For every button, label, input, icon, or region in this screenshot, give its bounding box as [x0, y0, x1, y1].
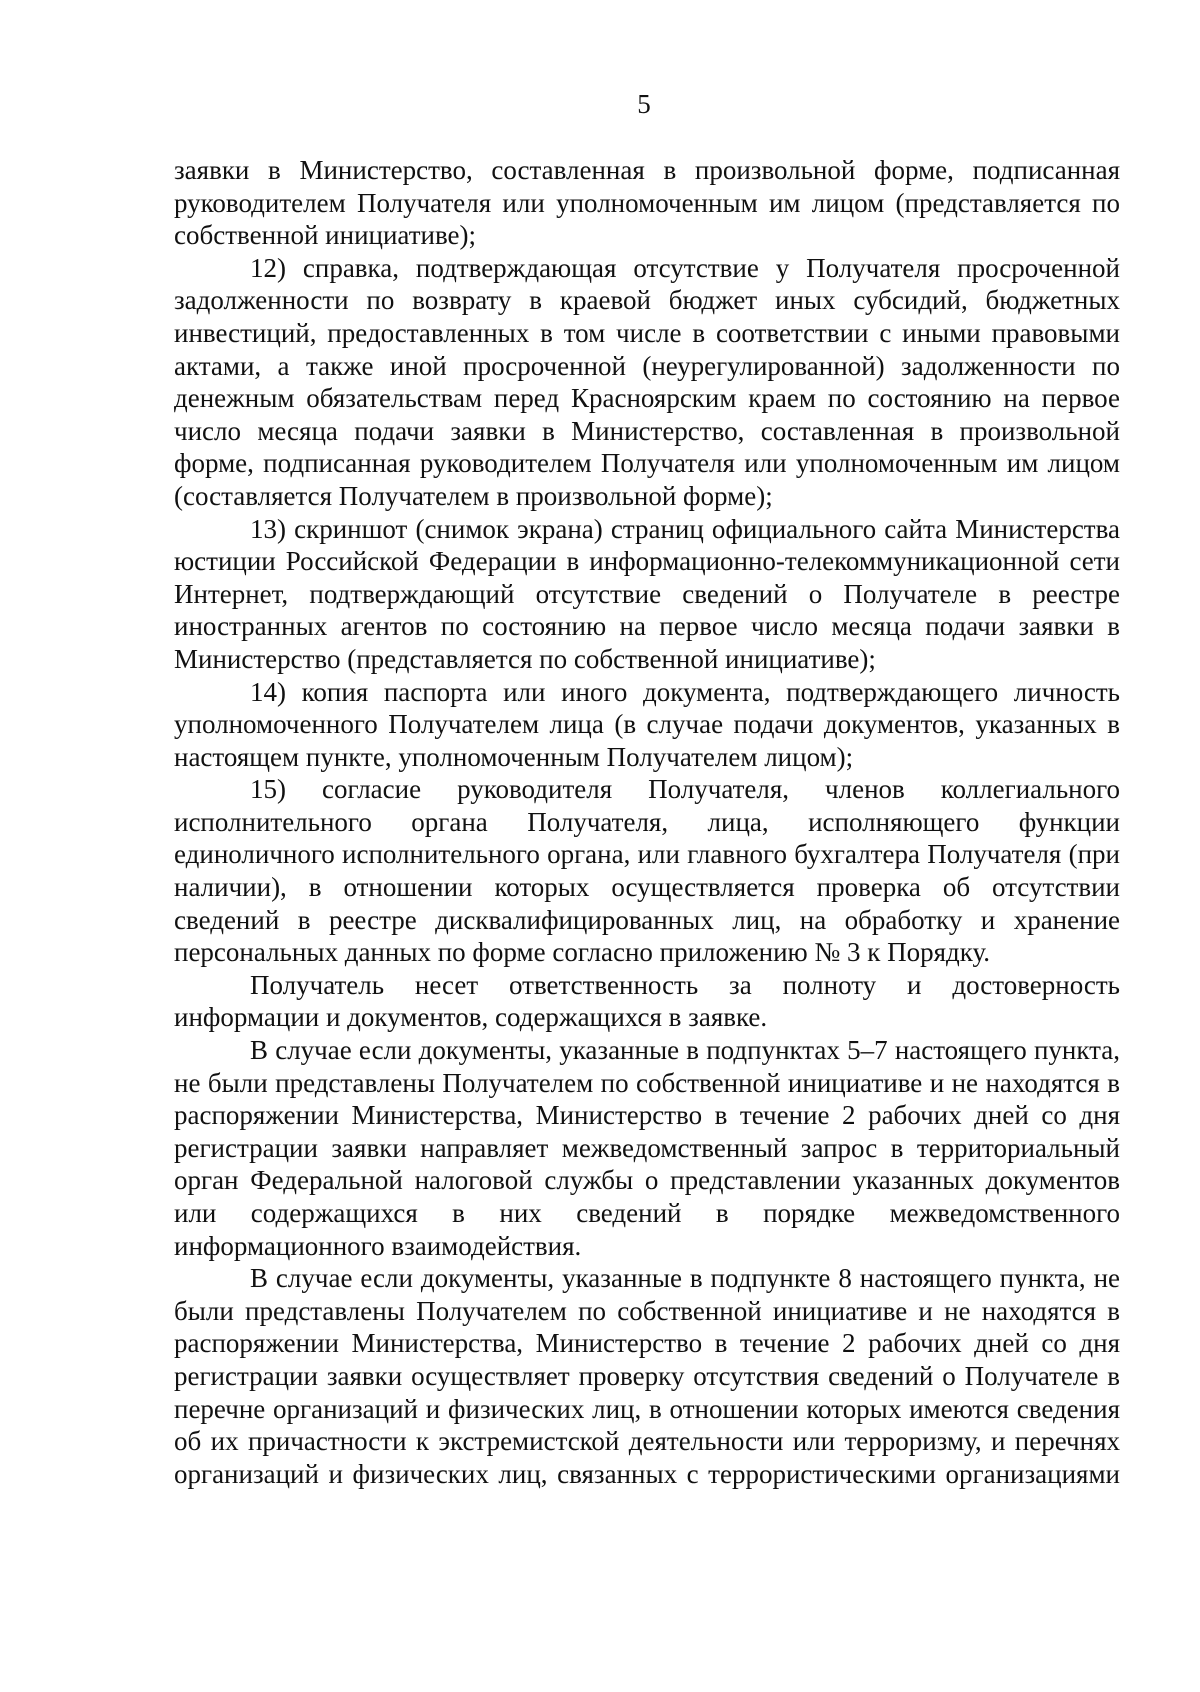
- document-body: [174, 154, 1120, 1490]
- paragraph-interagency-request: В случае если документы, указанные в подпунктах 5–7 настоящего пункта, не были представлены Получателем по собственной инициативе и не находятся в распоряжении Министерства, Министерство в течение 2 рабочих дней со дня регистрации заявки направляет межведомственный запрос в территориальный орган Федеральной налоговой службы о представлении указанных документов или содержащихся в них сведений в порядке межведомственного информационного взаимодействия.: [174, 1035, 1120, 1261]
- paragraph-item-15: 15) согласие руководителя Получателя, членов коллегиального исполнительного органа Получателя, лица, исполняющего функции единоличного исполнительного органа, или главного бухгалтера Получателя (при наличии), в отношении которых осуществляется проверка об отсутствии сведений в реестре дисквалифицированных лиц, на обработку и хранение персональных данных по форме согласно приложению № 3 к Порядку.: [174, 774, 1120, 968]
- page-number: 5: [637, 89, 651, 119]
- paragraph-responsibility: Получатель несет ответственность за полноту и достоверность информации и документов, содержащихся в заявке.: [174, 969, 1120, 1033]
- paragraph-item-12: 12) справка, подтверждающая отсутствие у Получателя просроченной задолженности по возврату в краевой бюджет иных субсидий, бюджетных инвестиций, предоставленных в том числе в соответствии с иными правовыми актами, а также иной просроченной (неурегулированной) задолженности по денежным обязательствам перед Красноярским краем по состоянию на первое число месяца подачи заявки в Министерство, составленная в произвольной форме, подписанная руководителем Получателя или уполномоченным им лицом (составляется Получателем в произвольной форме);: [174, 252, 1120, 511]
- paragraph-item-14: 14) копия паспорта или иного документа, подтверждающего личность уполномоченного Получателем лица (в случае подачи документов, указанных в настоящем пункте, уполномоченным Получателем лицом);: [174, 676, 1120, 772]
- paragraph-continuation: заявки в Министерство, составленная в произвольной форме, подписанная руководителем Получателя или уполномоченным им лицом (представляется по собственной инициативе);: [174, 155, 1120, 251]
- paragraph-extremism-check: В случае если документы, указанные в подпункте 8 настоящего пункта, не были представлены Получателем по собственной инициативе и не находятся в распоряжении Министерства, Министерство в течение 2 рабочих дней со дня регистрации заявки осуществляет проверку отсутствия сведений о Получателе в перечне организаций и физических лиц, в отношении которых имеются сведения об их причастности к экстремистской деятельности или терроризму, и перечнях организаций и физических лиц, связанных с террористическими организациями: [174, 1263, 1120, 1489]
- paragraph-item-13: 13) скриншот (снимок экрана) страниц официального сайта Министерства юстиции Российской Федерации в информационно-телекоммуникационной сети Интернет, подтверждающий отсутствие сведений о Получателе в реестре иностранных агентов по состоянию на первое число месяца подачи заявки в Министерство (представляется по собственной инициативе);: [174, 513, 1120, 674]
